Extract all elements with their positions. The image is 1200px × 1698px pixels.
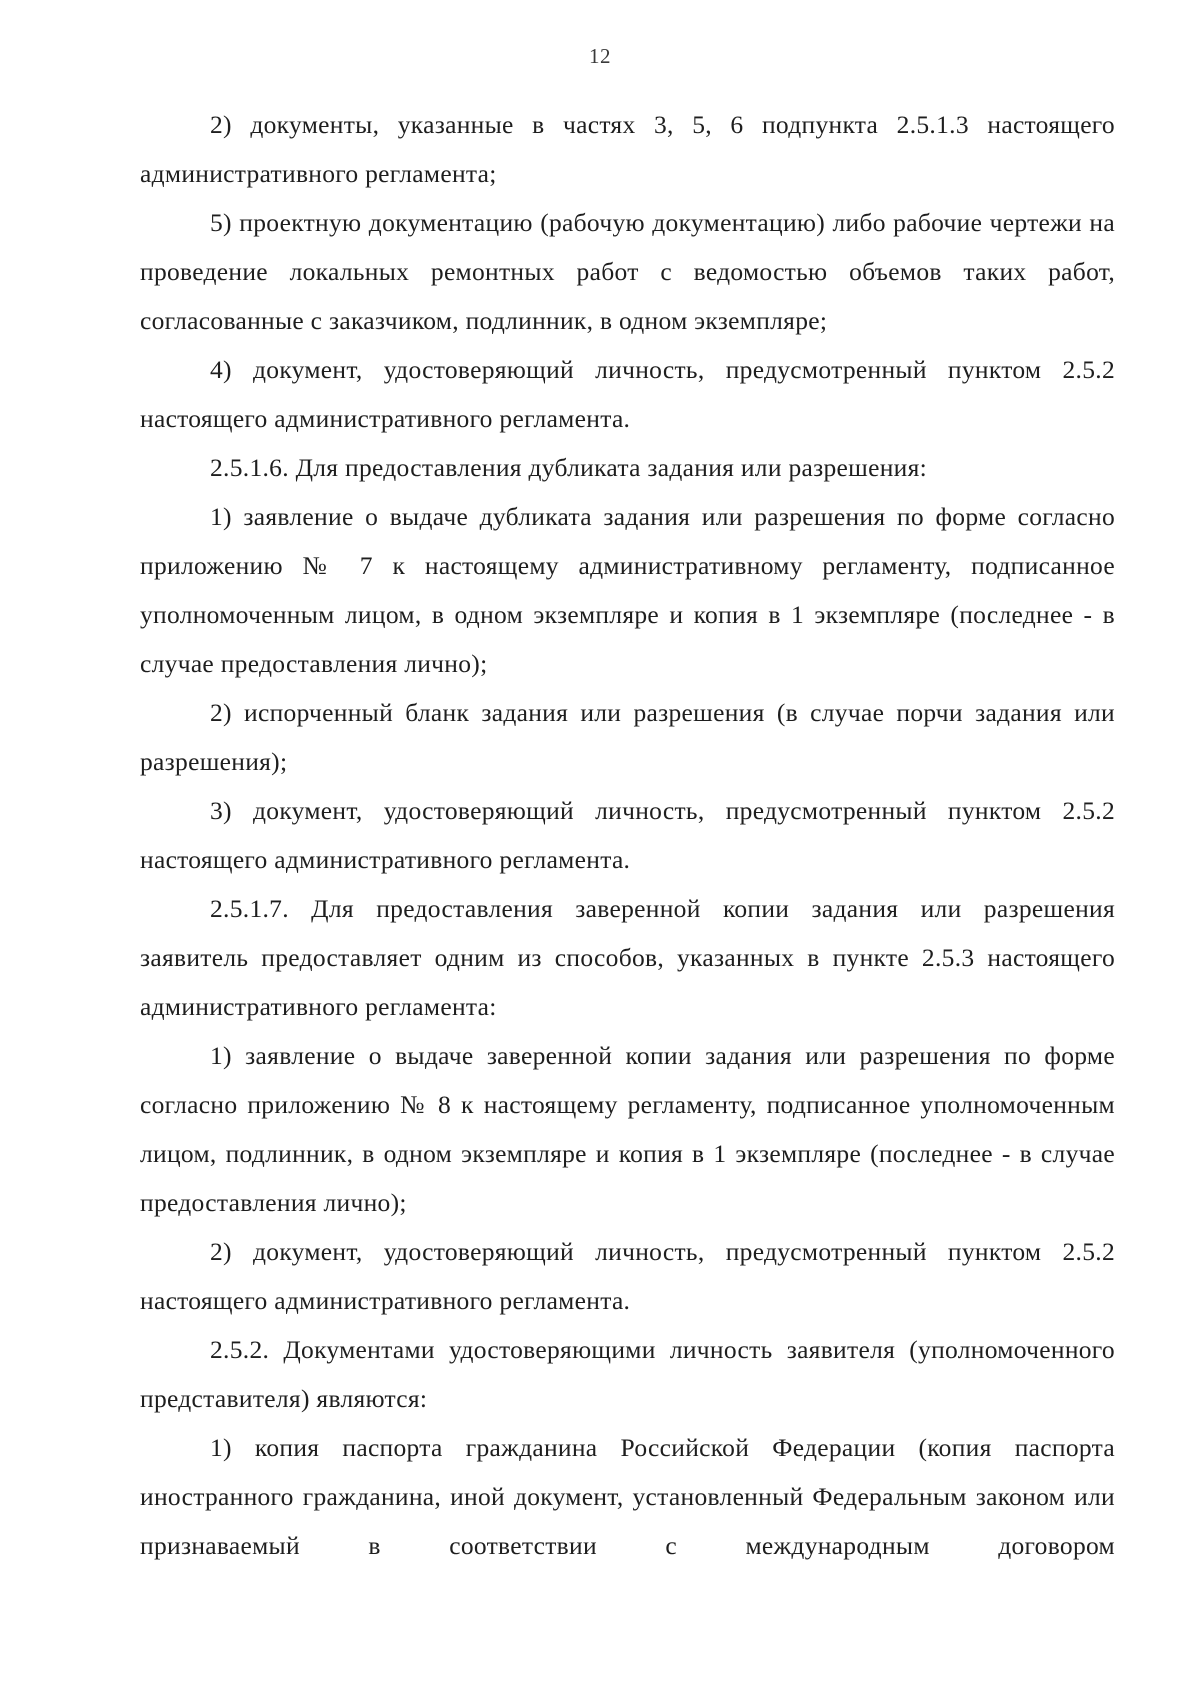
paragraph-2-5-1-6-heading: 2.5.1.6. Для предоставления дубликата задания или разрешения: <box>210 453 928 482</box>
paragraph-identity-document: 4) документ, удостоверяющий личность, предусмотренный пунктом 2.5.2 настоящего административного регламента. <box>140 355 1115 433</box>
paragraph-documents-parts: 2) документы, указанные в частях 3, 5, 6 подпункта 2.5.1.3 настоящего административного регламента; <box>140 110 1115 188</box>
paragraph-passport-copy: 1) копия паспорта гражданина Российской Федерации (копия паспорта иностранного гражданина, иной документ, установленный Федеральным законом или признаваемый в соответствии с международным договором <box>140 1433 1115 1560</box>
paragraph-2-5-2-heading: 2.5.2. Документами удостоверяющими личность заявителя (уполномоченного представителя) являются: <box>140 1335 1115 1413</box>
paragraph-2-5-1-7-heading: 2.5.1.7. Для предоставления заверенной копии задания или разрешения заявитель предоставляет одним из способов, указанных в пункте 2.5.3 настоящего административного регламента: <box>140 894 1115 1021</box>
paragraph-certified-copy-application: 1) заявление о выдаче заверенной копии задания или разрешения по форме согласно приложению № 8 к настоящему регламенту, подписанное уполномоченным лицом, подлинник, в одном экземпляре и копия в 1 экземпляре (последнее - в случае предоставления лично); <box>140 1041 1115 1217</box>
paragraph-damaged-form: 2) испорченный бланк задания или разрешения (в случае порчи задания или разрешения); <box>140 698 1115 776</box>
paragraph-duplicate-application: 1) заявление о выдаче дубликата задания или разрешения по форме согласно приложению № 7 к настоящему административному регламенту, подписанное уполномоченным лицом, в одном экземпляре и копия в 1 экземпляре (последнее - в случае предоставления лично); <box>140 502 1115 678</box>
paragraph-identity-document-3: 2) документ, удостоверяющий личность, предусмотренный пунктом 2.5.2 настоящего административного регламента. <box>140 1237 1115 1315</box>
document-body <box>140 100 1115 1570</box>
paragraph-identity-document-2: 3) документ, удостоверяющий личность, предусмотренный пунктом 2.5.2 настоящего административного регламента. <box>140 796 1115 874</box>
paragraph-project-documentation: 5) проектную документацию (рабочую документацию) либо рабочие чертежи на проведение локальных ремонтных работ с ведомостью объемов таких работ, согласованные с заказчиком, подлинник, в одном экземпляре; <box>140 208 1115 335</box>
page-number: 12 <box>589 44 611 68</box>
